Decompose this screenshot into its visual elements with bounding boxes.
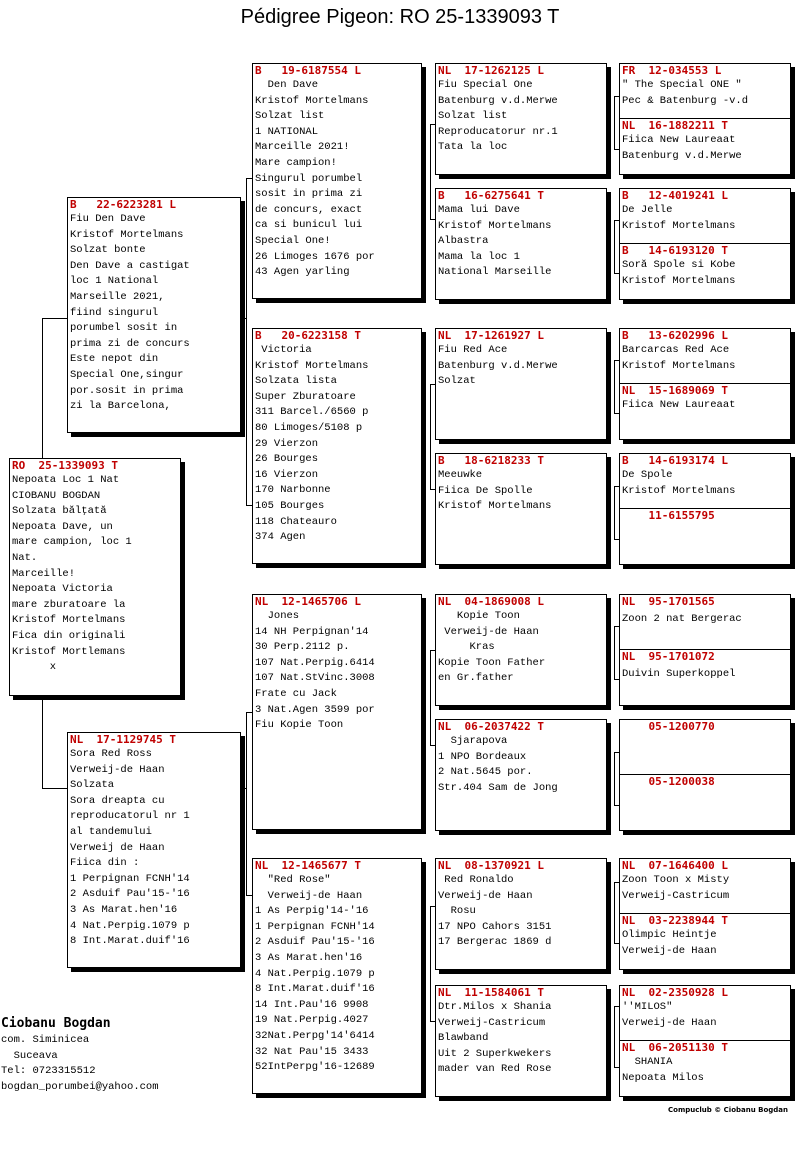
text-line: 17 Bergerac 1869 d: [438, 936, 552, 949]
text-line: ''MILOS": [622, 1001, 673, 1013]
text-line: Kristof Mortelmans: [622, 484, 736, 497]
text-line: Kristof Mortelmans: [438, 500, 552, 513]
text-line: 118 Chateauro: [255, 515, 337, 528]
text-line: Fiica De Spolle: [438, 484, 533, 497]
ring-number: FR 12-034553 L: [622, 64, 722, 77]
ring-number: 05-1200770: [622, 720, 715, 733]
page-title: Pédigree Pigeon: RO 25-1339093 T: [240, 6, 560, 28]
text-line: Fiu Red Ace: [438, 344, 508, 356]
ring-number: B 13-6202996 L: [622, 329, 728, 342]
text-line: Singurul porumbel: [255, 172, 363, 185]
text-line: 1 Perpignan FCNH'14: [70, 872, 190, 885]
pigeon-pair-card-6: [619, 719, 791, 831]
text-line: 4 Nat.Perpig.1079 p: [255, 967, 375, 980]
text-line: Nepoata Dave, un: [12, 520, 113, 533]
text-line: zi la Barcelona,: [70, 400, 171, 413]
pigeon-notes: [436, 468, 606, 515]
text-line: Nat.: [12, 551, 38, 564]
connector-line: [240, 788, 247, 789]
text-line: Frate cu Jack: [255, 687, 337, 700]
text-line: Kristof Mortelmans: [438, 219, 552, 232]
text-line: Dtr.Milos x Shania: [438, 1001, 552, 1013]
text-line: Fiica New Laureaat: [622, 399, 736, 411]
text-line: Nepoata Loc 1 Nat: [12, 474, 120, 486]
pigeon-notes: [620, 398, 790, 414]
text-line: Solzata: [70, 779, 115, 792]
ring-number: NL 12-1465677 T: [255, 859, 361, 872]
text-line: de concurs, exact: [255, 203, 363, 216]
text-line: 32Nat.Perpg'14'6414: [255, 1029, 375, 1042]
text-line: Tata la loc: [438, 141, 508, 154]
text-line: Nepoata Milos: [622, 1071, 704, 1084]
ring-number: B 20-6223158 T: [255, 329, 361, 342]
ring-number: NL 04-1869008 L: [438, 595, 544, 608]
text-line: bogdan_porumbei@yahoo.com: [1, 1080, 159, 1093]
connector-line: [42, 318, 43, 462]
text-line: Sjarapova: [438, 735, 508, 747]
text-line: Este nepot din: [70, 353, 159, 366]
text-line: 107 Nat.Perpig.6414: [255, 656, 375, 669]
text-line: 105 Bourges: [255, 499, 325, 512]
text-line: 2 Asduif Pau'15-'16: [70, 888, 190, 901]
text-line: Pec & Batenburg -v.d: [622, 94, 749, 107]
text-line: 8 Int.Marat.duif'16: [255, 983, 375, 996]
text-line: Batenburg v.d.Merwe: [622, 149, 742, 162]
text-line: Batenburg v.d.Merwe: [438, 359, 558, 372]
text-line: Fiica New Laureaat: [622, 134, 736, 146]
text-line: De Jelle: [622, 204, 673, 216]
text-line: Kristof Mortelmans: [622, 359, 736, 372]
text-line: 3 Nat.Agen 3599 por: [255, 703, 375, 716]
pigeon-pair-card-2: [619, 188, 791, 300]
text-line: 80 Limoges/5108 p: [255, 421, 363, 434]
pigeon-notes: [620, 664, 790, 683]
text-line: 1 NATIONAL: [255, 125, 319, 138]
text-line: 1 NPO Bordeaux: [438, 750, 527, 763]
text-line: 14 NH Perpignan'14: [255, 625, 369, 638]
text-line: 29 Vierzon: [255, 437, 319, 450]
text-line: Fiu Kopie Toon: [255, 719, 344, 732]
ring-number: NL 08-1370921 L: [438, 859, 544, 872]
pigeon-notes: [253, 609, 421, 734]
text-line: Super Zburatoare: [255, 390, 356, 403]
text-line: De Spole: [622, 469, 673, 481]
text-line: por.sosit in prima: [70, 384, 184, 397]
text-line: Kopie Toon: [438, 610, 520, 622]
text-line: Zoon Toon x Misty: [622, 874, 730, 886]
text-line: Kristof Mortelmans: [622, 219, 736, 232]
ring-number: RO 25-1339093 T: [12, 459, 118, 472]
text-line: Fiu Den Dave: [70, 213, 146, 225]
pigeon-notes: [620, 873, 790, 904]
ring-number: B 12-4019241 L: [622, 189, 728, 202]
pigeon-notes: [436, 203, 606, 281]
ring-number: NL 17-1262125 L: [438, 64, 544, 77]
text-line: Meeuwke: [438, 469, 483, 481]
ring-number: NL 16-1882211 T: [622, 119, 728, 132]
text-line: porumbel sosit in: [70, 322, 178, 335]
text-line: 3 As Marat.hen'16: [255, 951, 363, 964]
pigeon-notes: [620, 468, 790, 499]
text-line: x: [12, 661, 57, 674]
pigeon-notes: [436, 78, 606, 156]
text-line: Kristof Mortelmans: [255, 94, 369, 107]
text-line: sosit in prima zi: [255, 188, 363, 201]
text-line: 32 Nat Pau'15 3433: [255, 1045, 369, 1058]
text-line: 8 Int.Marat.duif'16: [70, 935, 190, 948]
pigeon-notes: [620, 1000, 790, 1031]
pigeon-pair-card-7: [619, 858, 791, 970]
text-line: Kristof Mortelmans: [255, 359, 369, 372]
text-line: Fica din originali: [12, 629, 126, 642]
text-line: Barcarcas Red Ace: [622, 344, 730, 356]
pigeon-notes: [436, 734, 606, 796]
text-line: Victoria: [255, 344, 312, 356]
text-line: 17 NPO Cahors 3151: [438, 920, 552, 933]
pigeon-card-dam: [67, 732, 241, 968]
ring-number: NL 95-1701565: [622, 595, 715, 608]
text-line: Nepoata Victoria: [12, 583, 113, 596]
text-line: mare zburatoare la: [12, 598, 126, 611]
text-line: Solzata bălţată: [12, 505, 107, 518]
ring-number: 11-6155795: [622, 509, 715, 522]
text-line: Mare campion!: [255, 156, 337, 169]
pigeon-card-sss: [435, 63, 607, 175]
text-line: 4 Nat.Perpig.1079 p: [70, 919, 190, 932]
text-line: Blawband: [438, 1032, 489, 1045]
connector-line: [42, 694, 43, 788]
text-line: 52IntPerpg'16-12689: [255, 1061, 375, 1074]
pigeon-pair-card-1: [619, 63, 791, 175]
text-line: Marseille 2021,: [70, 290, 165, 303]
breeder-address: [1, 1033, 159, 1095]
text-line: CIOBANU BOGDAN: [12, 489, 101, 502]
pigeon-notes: [436, 609, 606, 687]
text-line: Verweij-de Haan: [438, 625, 539, 638]
ring-number: B 16-6275641 T: [438, 189, 544, 202]
pigeon-notes: [436, 343, 606, 390]
text-line: ca si bunicul lui: [255, 219, 363, 232]
text-line: Kopie Toon Father: [438, 656, 546, 669]
text-line: Sora dreapta cu: [70, 794, 165, 807]
text-line: 2 Asduif Pau'15-'16: [255, 936, 375, 949]
text-line: Fiica din :: [70, 857, 140, 870]
ring-number: NL 06-2037422 T: [438, 720, 544, 733]
text-line: Verweij-de Haan: [438, 889, 533, 902]
ring-number: NL 06-2051130 T: [622, 1041, 728, 1054]
breeder-name: Ciobanu Bogdan: [1, 1016, 111, 1031]
connector-line: [240, 318, 247, 319]
ring-number: NL 03-2238944 T: [622, 914, 728, 927]
text-line: Kristof Mortlemans: [12, 645, 126, 658]
pigeon-pair-card-5: [619, 594, 791, 706]
pigeon-pair-card-4: [619, 453, 791, 565]
text-line: 1 As Perpig'14-'16: [255, 905, 369, 918]
connector-line: [42, 318, 69, 319]
text-line: Verweij-de Haan: [255, 889, 363, 902]
text-line: Special One!: [255, 234, 331, 247]
text-line: Solzat: [438, 375, 476, 388]
pigeon-notes: [436, 873, 606, 951]
pigeon-card-dam-dam: [252, 858, 422, 1094]
ring-number: B 18-6218233 T: [438, 454, 544, 467]
pigeon-notes: [620, 78, 790, 109]
pigeon-notes: [620, 1055, 790, 1086]
ring-number: NL 12-1465706 L: [255, 595, 361, 608]
text-line: Jones: [255, 610, 300, 622]
text-line: mare campion, loc 1: [12, 536, 132, 549]
pigeon-pair-card-3: [619, 328, 791, 440]
text-line: 170 Narbonne: [255, 484, 331, 497]
text-line: 26 Bourges: [255, 453, 319, 466]
pigeon-notes: [253, 343, 421, 546]
text-line: Den Dave a castigat: [70, 259, 190, 272]
text-line: Uit 2 Superkwekers: [438, 1047, 552, 1060]
text-line: Kristof Mortelmans: [622, 274, 736, 287]
ring-number: NL 95-1701072: [622, 650, 715, 663]
text-line: Special One,singur: [70, 368, 184, 381]
pigeon-card-sdd: [435, 453, 607, 565]
text-line: SHANIA: [622, 1056, 673, 1068]
text-line: Red Ronaldo: [438, 874, 514, 886]
pigeon-pair-card-8: [619, 985, 791, 1097]
pigeon-notes: [253, 873, 421, 1076]
pigeon-notes: [10, 473, 180, 676]
text-line: 30 Perp.2112 p.: [255, 641, 350, 654]
pigeon-card-dsd: [435, 719, 607, 831]
text-line: prima zi de concurs: [70, 337, 190, 350]
connector-line: [42, 788, 69, 789]
text-line: en Gr.father: [438, 672, 514, 685]
text-line: mader van Red Rose: [438, 1063, 552, 1076]
text-line: Kristof Mortelmans: [70, 228, 184, 241]
text-line: Verweij-Castricum: [438, 1016, 546, 1029]
pigeon-notes: [68, 747, 240, 950]
pigeon-card-dds: [435, 858, 607, 970]
text-line: fiind singurul: [70, 306, 159, 319]
text-line: Sora Red Ross: [70, 748, 152, 760]
text-line: "Red Rose": [255, 874, 331, 886]
text-line: loc 1 National: [70, 275, 159, 288]
text-line: Tel: 0723315512: [1, 1065, 96, 1077]
text-line: Batenburg v.d.Merwe: [438, 94, 558, 107]
ring-number: NL 17-1129745 T: [70, 733, 176, 746]
ring-number: NL 17-1261927 L: [438, 329, 544, 342]
text-line: Mama la loc 1: [438, 250, 520, 263]
pigeon-notes: [620, 928, 790, 959]
ring-number: NL 15-1689069 T: [622, 384, 728, 397]
ring-number: 05-1200038: [622, 775, 715, 788]
text-line: 26 Limoges 1676 por: [255, 250, 375, 263]
text-line: 374 Agen: [255, 531, 306, 544]
text-line: Solzat bonte: [70, 244, 146, 257]
pigeon-card-sire-dam: [252, 328, 422, 564]
pigeon-notes: [620, 133, 790, 164]
text-line: com. Siminicea: [1, 1034, 90, 1046]
pigeon-card-ddd: [435, 985, 607, 1097]
text-line: 2 Nat.5645 por.: [438, 766, 533, 779]
pigeon-card-ssd: [435, 188, 607, 300]
text-line: Kristof Mortelmans: [12, 614, 126, 627]
text-line: Verweij de Haan: [70, 841, 165, 854]
pigeon-notes: [620, 609, 790, 628]
text-line: " The Special ONE ": [622, 79, 742, 91]
text-line: Reproducatorur nr.1: [438, 125, 558, 138]
pigeon-notes: [620, 258, 790, 289]
text-line: Suceava: [1, 1049, 58, 1062]
text-line: 16 Vierzon: [255, 468, 319, 481]
ring-number: NL 11-1584061 T: [438, 986, 544, 999]
text-line: 1 Perpignan FCNH'14: [255, 920, 375, 933]
pigeon-card-sire: [67, 197, 241, 433]
breeder-info: [1, 1015, 159, 1095]
text-line: reproducatorul nr 1: [70, 810, 190, 823]
text-line: Kras: [438, 641, 495, 654]
ring-number: B 19-6187554 L: [255, 64, 361, 77]
ring-number: NL 07-1646400 L: [622, 859, 728, 872]
text-line: 107 Nat.StVinc.3008: [255, 672, 375, 685]
text-line: Str.404 Sam de Jong: [438, 781, 558, 794]
text-line: Olimpic Heintje: [622, 929, 717, 941]
pigeon-card-dam-sire: [252, 594, 422, 830]
text-line: Verweij-de Haan: [622, 944, 717, 957]
text-line: Verweij-de Haan: [622, 1016, 717, 1029]
text-line: National Marseille: [438, 266, 552, 279]
text-line: Duivin Superkoppel: [622, 668, 736, 680]
ring-number: B 22-6223281 L: [70, 198, 176, 211]
text-line: Rosu: [438, 905, 476, 918]
pigeon-notes: [68, 212, 240, 415]
text-line: Verweij-Castricum: [622, 889, 730, 902]
pigeon-card-subject: [9, 458, 181, 696]
text-line: al tandemului: [70, 825, 152, 838]
text-line: Soră Spole si Kobe: [622, 259, 736, 271]
pigeon-card-sire-sire: [252, 63, 422, 299]
software-credit: Compuclub © Ciobanu Bogdan: [668, 1106, 789, 1114]
pigeon-card-sds: [435, 328, 607, 440]
text-line: Fiu Special One: [438, 79, 533, 91]
ring-number: B 14-6193120 T: [622, 244, 728, 257]
text-line: Solzat list: [255, 110, 325, 123]
text-line: Solzat list: [438, 110, 508, 123]
text-line: 3 As Marat.hen'16: [70, 903, 178, 916]
text-line: Den Dave: [255, 79, 319, 91]
pigeon-notes: [620, 203, 790, 234]
pigeon-notes: [436, 1000, 606, 1078]
text-line: 14 Int.Pau'16 9908: [255, 998, 369, 1011]
pigeon-card-dss: [435, 594, 607, 706]
text-line: Verweij-de Haan: [70, 763, 165, 776]
text-line: Albastra: [438, 235, 489, 248]
ring-number: NL 02-2350928 L: [622, 986, 728, 999]
text-line: 43 Agen yarling: [255, 266, 350, 279]
text-line: 311 Barcel./6560 p: [255, 406, 369, 419]
text-line: Solzata lista: [255, 375, 337, 388]
text-line: Mama lui Dave: [438, 204, 520, 216]
ring-number: B 14-6193174 L: [622, 454, 728, 467]
text-line: Zoon 2 nat Bergerac: [622, 613, 742, 625]
pigeon-notes: [253, 78, 421, 281]
text-line: Marceille 2021!: [255, 141, 350, 154]
text-line: 19 Nat.Perpig.4027: [255, 1014, 369, 1027]
text-line: Marceille!: [12, 567, 76, 580]
pigeon-notes: [620, 343, 790, 374]
